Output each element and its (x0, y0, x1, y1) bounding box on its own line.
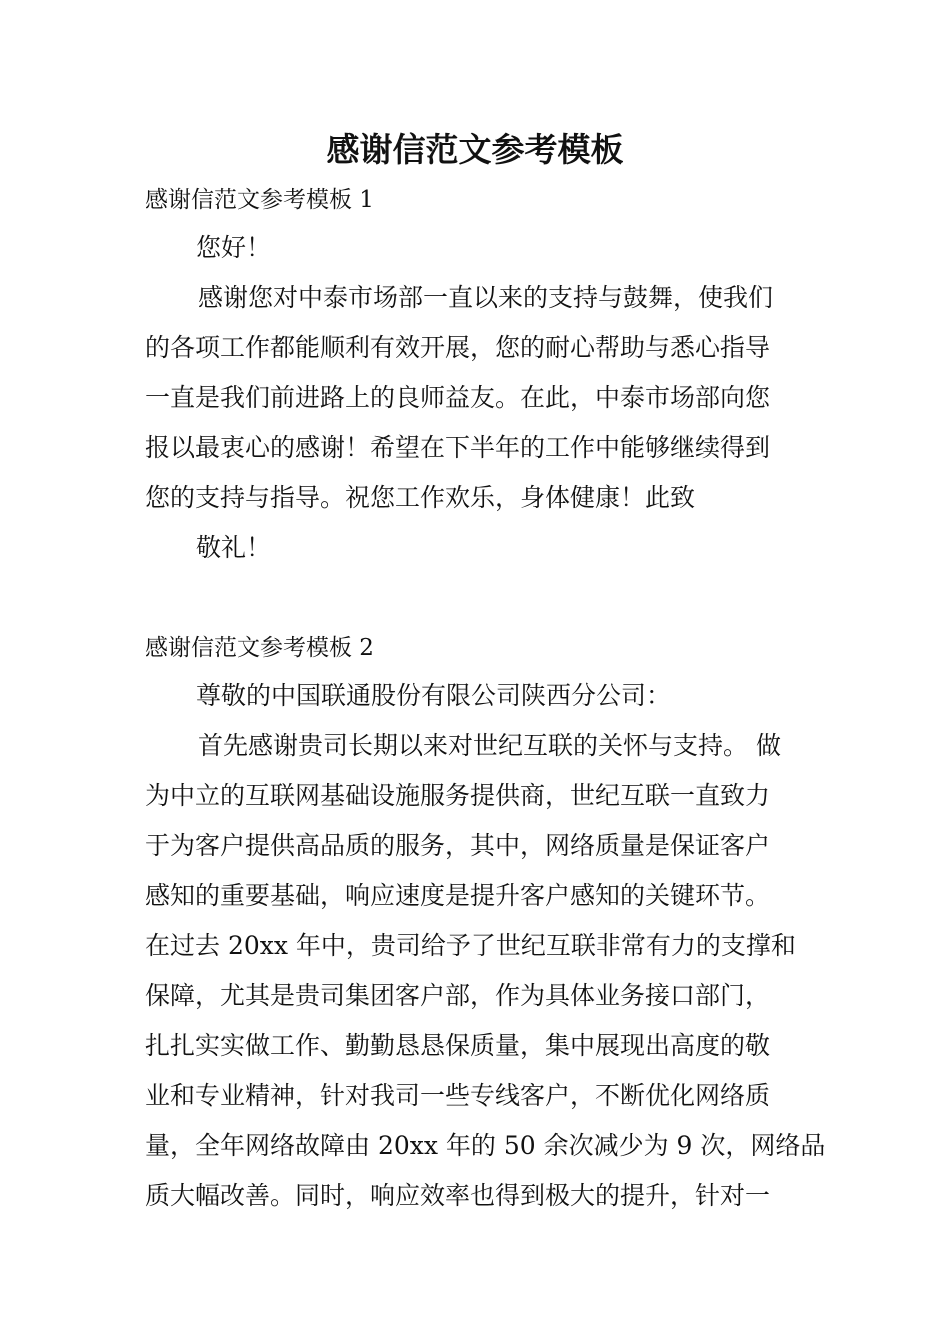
body-line: 业和专业精神，针对我司一些专线客户，不断优化网络质 (145, 1081, 771, 1110)
body-line: 保障，尤其是贵司集团客户部，作为具体业务接口部门， (145, 981, 771, 1010)
body-line: 一直是我们前进路上的良师益友。在此，中泰市场部向您 (145, 383, 771, 412)
greeting-1: 您好！ (196, 233, 272, 262)
body-line: 于为客户提供高品质的服务，其中，网络质量是保证客户 (145, 831, 771, 860)
closing-1: 敬礼！ (196, 533, 272, 562)
section-heading-1: 感谢信范文参考模板 1 (145, 187, 374, 213)
body-line: 您的支持与指导。祝您工作欢乐，身体健康！此致 (145, 483, 696, 512)
body-line: 为中立的互联网基础设施服务提供商，世纪互联一直致力 (145, 781, 771, 810)
body-line: 感谢您对中泰市场部一直以来的支持与鼓舞，使我们 (198, 283, 774, 312)
body-line: 扎扎实实做工作、勤勤恳恳保质量，集中展现出高度的敬 (145, 1031, 771, 1060)
body-line: 报以最衷心的感谢！希望在下半年的工作中能够继续得到 (145, 433, 771, 462)
body-line: 感知的重要基础，响应速度是提升客户感知的关键环节。 (145, 881, 771, 910)
body-line: 的各项工作都能顺利有效开展，您的耐心帮助与悉心指导 (145, 333, 771, 362)
document-title: 感谢信范文参考模板 (326, 130, 624, 169)
body-line: 量，全年网络故障由 20xx 年的 50 余次减少为 9 次，网络品 (145, 1131, 826, 1160)
section-heading-2: 感谢信范文参考模板 2 (145, 635, 374, 661)
body-line: 在过去 20xx 年中，贵司给予了世纪互联非常有力的支撑和 (145, 931, 796, 960)
greeting-2: 尊敬的中国联通股份有限公司陕西分公司： (196, 681, 672, 710)
body-line: 首先感谢贵司长期以来对世纪互联的关怀与支持。 做 (198, 731, 781, 760)
body-line: 质大幅改善。同时，响应效率也得到极大的提升，针对一 (145, 1181, 771, 1210)
